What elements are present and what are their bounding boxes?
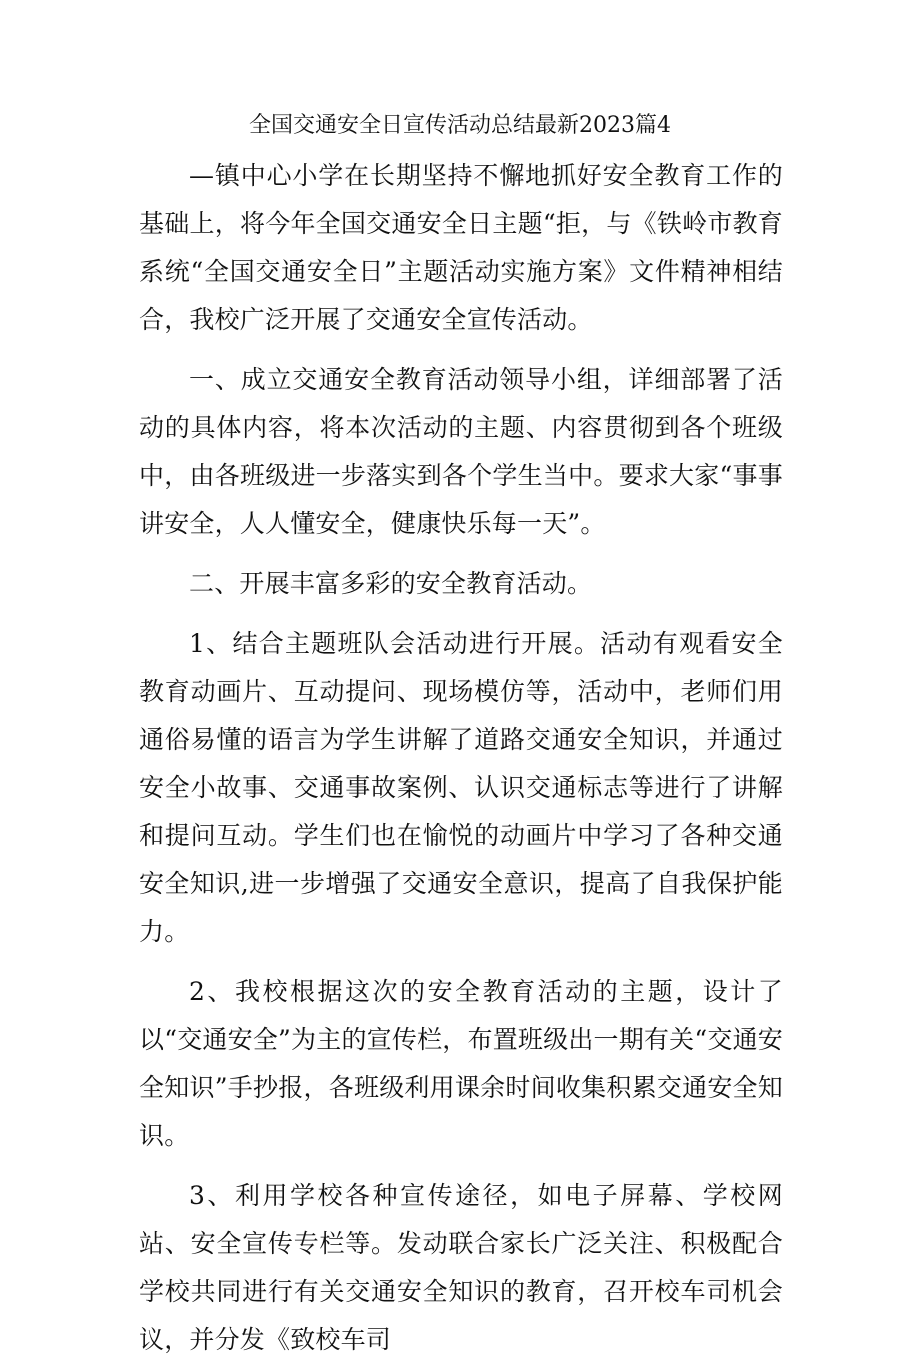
paragraph-intro: —镇中心小学在长期坚持不懈地抓好安全教育工作的基础上，将今年全国交通安全日主题“拒，与《铁岭市教育系统“全国交通安全日”主题活动实施方案》文件精神相结合，我校广泛开展了交通安全宣传活动。 (139, 161, 783, 334)
paragraph-section-1: 一、成立交通安全教育活动领导小组，详细部署了活动的具体内容，将本次活动的主题、内容贯彻到各个班级中，由各班级进一步落实到各个学生当中。要求大家“事事讲安全，人人懂安全，健康快乐每一天”。 (139, 365, 783, 538)
paragraph-item-3: 3、利用学校各种宣传途径，如电子屏幕、学校网站、安全宣传专栏等。发动联合家长广泛关注、积极配合学校共同进行有关交通安全知识的教育，召开校车司机会议，并分发《致校车司 (139, 1181, 783, 1354)
document-title: 全国交通安全日宣传活动总结最新2023篇4 (249, 113, 671, 138)
document-body (139, 152, 783, 1364)
paragraph-item-2: 2、我校根据这次的安全教育活动的主题，设计了以“交通安全”为主的宣传栏，布置班级出一期有关“交通安全知识”手抄报，各班级利用课余时间收集积累交通安全知识。 (139, 977, 783, 1150)
paragraph-section-2-heading: 二、开展丰富多彩的安全教育活动。 (189, 569, 593, 598)
paragraph-item-1: 1、结合主题班队会活动进行开展。活动有观看安全教育动画片、互动提问、现场模仿等，活动中，老师们用通俗易懂的语言为学生讲解了道路交通安全知识，并通过安全小故事、交通事故案例、认识交通标志等进行了讲解和提问互动。学生们也在愉悦的动画片中学习了各种交通安全知识,进一步增强了交通安全意识，提高了自我保护能力。 (139, 629, 783, 946)
